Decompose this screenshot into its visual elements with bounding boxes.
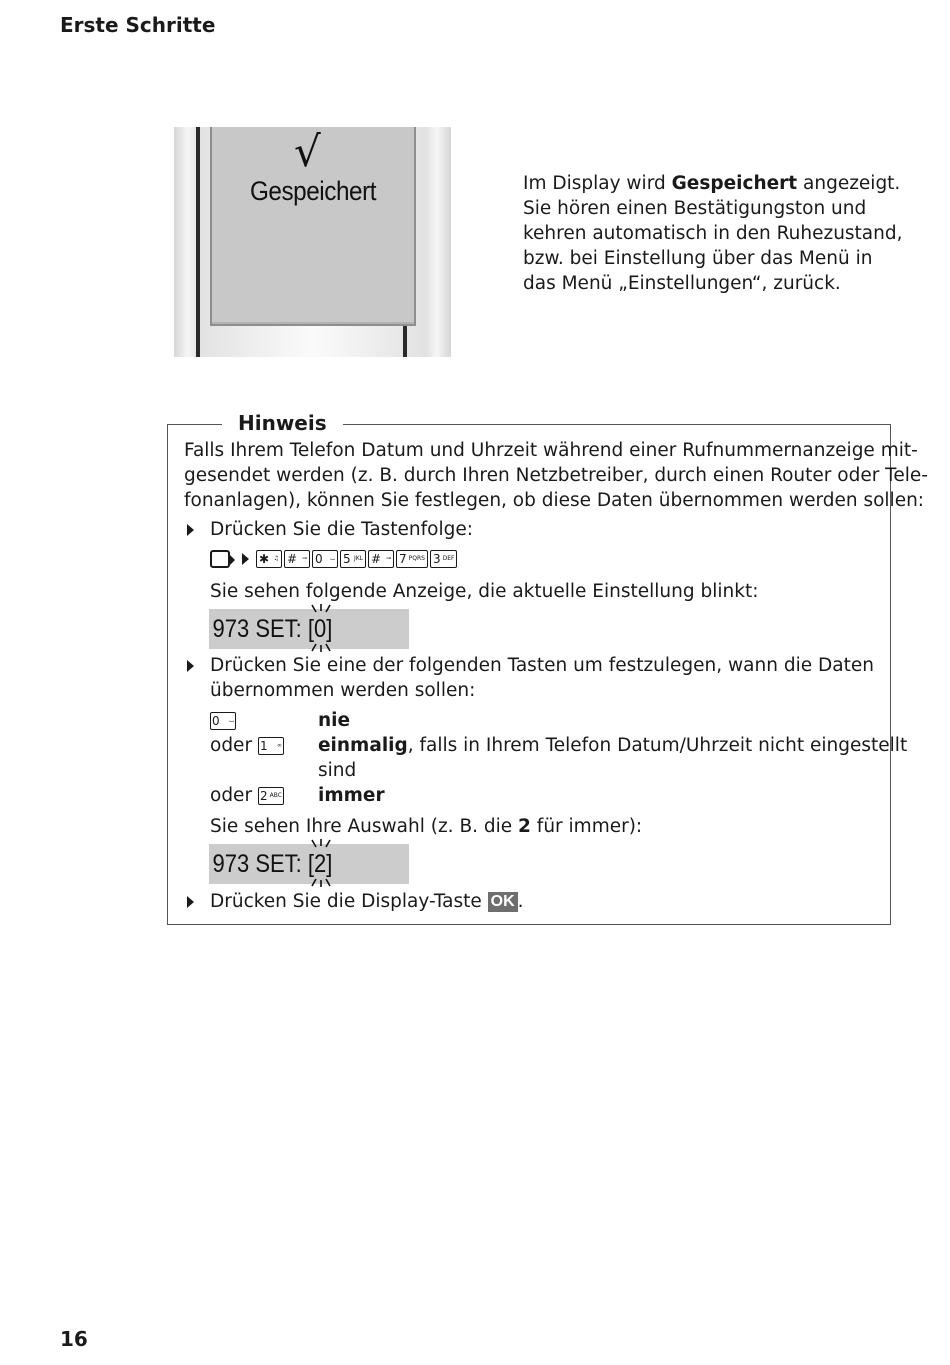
bullet-arrow-icon: [187, 896, 194, 908]
step-3-text: Drücken Sie die Display-Taste OK .: [210, 891, 524, 912]
option-row-immer: [210, 783, 284, 808]
description-text: [523, 171, 903, 296]
lcd-prefix: 973 SET: [: [212, 615, 315, 643]
hint-intro: [184, 438, 928, 513]
option-prefix: oder: [210, 785, 253, 806]
hint-title: Hinweis: [222, 411, 343, 435]
sequence-arrow-icon: [242, 553, 249, 565]
description-bold: Gespeichert: [671, 173, 798, 194]
key-3: 3 DEF: [430, 550, 458, 568]
lcd-blinking-value: 0: [314, 615, 327, 643]
key-hash: # ⊸: [284, 550, 310, 568]
option-row-einmalig: [210, 733, 284, 758]
step-2-text: Drücken Sie eine der folgenden Tasten um festzulegen, wann die Daten übernommen werden sollen:: [210, 655, 874, 701]
option-row-nie: [210, 708, 236, 733]
key-sequence: [210, 548, 457, 570]
key-2: 2 ABC: [259, 789, 282, 803]
hint-intro-line: gesendet werden (z. B. durch Ihren Netzbetreiber, durch einen Router oder Tele-: [184, 465, 928, 486]
phone-display-illustration: [174, 127, 451, 357]
menu-key-icon: [210, 550, 230, 568]
key-0: 0 ⌴: [312, 550, 338, 568]
bullet-arrow-icon: [187, 524, 194, 536]
key-5: 5 JKL: [340, 550, 366, 568]
option-label-immer: immer: [318, 785, 385, 806]
option-prefix: oder: [210, 735, 253, 756]
checkmark-icon: √: [294, 127, 321, 176]
key-1: 1 ∞: [259, 739, 282, 753]
lcd-suffix: ]: [326, 850, 333, 878]
step-1-text: Drücken Sie die Tastenfolge:: [210, 519, 473, 540]
page-header-title: Erste Schritte: [60, 13, 216, 37]
hint-intro-line: fonanlagen), können Sie festlegen, ob diese Daten übernommen werden sollen:: [184, 490, 925, 511]
lcd-blinking-value: 2: [314, 850, 327, 878]
phone-screen-text: Gespeichert: [249, 176, 377, 206]
key-7: 7 PQRS: [396, 550, 428, 568]
key-0: 0 ⌴: [212, 714, 234, 728]
description-part2: angezeigt. Sie hören einen Bestätigungston und kehren automatisch in den Ruhezustand, bzw. bei Einstellung über das Menü in das Menü „Einstellungen“, zurück.: [523, 173, 903, 294]
bullet-arrow-icon: [187, 660, 194, 672]
ok-display-key: OK: [488, 892, 518, 912]
choice-info-text: Sie sehen Ihre Auswahl (z. B. die 2 für immer):: [210, 816, 643, 837]
lcd-suffix: ]: [326, 615, 333, 643]
page-number: 16: [60, 1327, 88, 1351]
hint-intro-line: Falls Ihrem Telefon Datum und Uhrzeit während einer Rufnummernanzeige mit-: [184, 440, 918, 461]
description-part1: Im Display wird: [523, 173, 672, 194]
display-info-text: Sie sehen folgende Anzeige, die aktuelle Einstellung blinkt:: [210, 581, 759, 602]
key-hash: # ⊸: [368, 550, 394, 568]
phone-frame-left: [196, 127, 200, 357]
key-star: ✱ ♫: [256, 550, 282, 568]
lcd-prefix: 973 SET: [: [212, 850, 315, 878]
option-label-einmalig: einmalig, falls in Ihrem Telefon Datum/Uhrzeit nicht eingestellt sind: [318, 735, 908, 781]
blink-indicator-icon: [306, 602, 336, 654]
option-label-nie: nie: [318, 710, 351, 731]
blink-indicator-icon: [306, 837, 336, 889]
